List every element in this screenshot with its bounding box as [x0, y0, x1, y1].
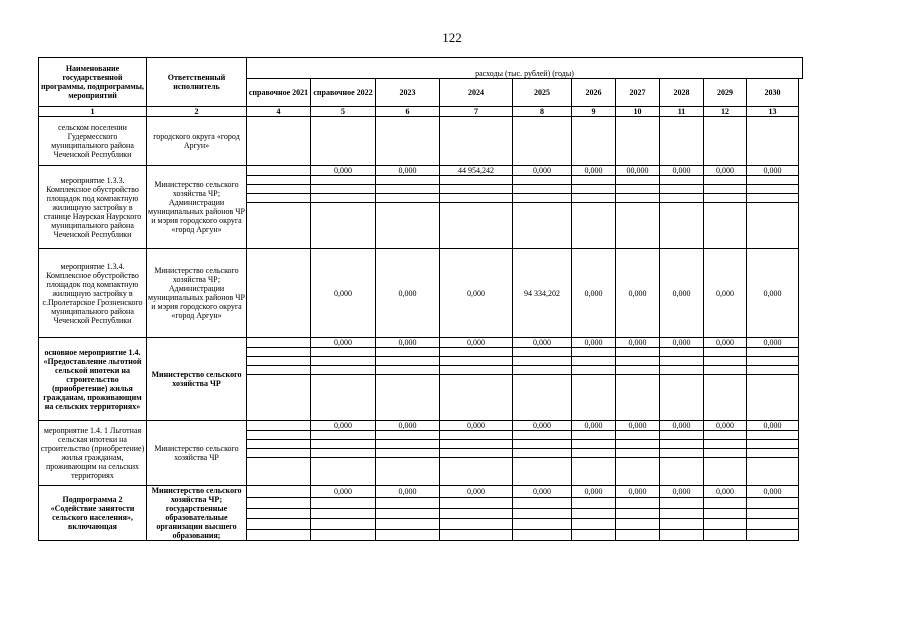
table-row	[39, 421, 803, 431]
value-cell	[247, 338, 311, 348]
value-cell: 0,000	[513, 486, 572, 498]
value-cell: 0,000	[311, 338, 376, 348]
value-cell: 0,000	[616, 338, 660, 348]
col-num: 12	[704, 107, 747, 117]
value-cell: 0,000	[440, 249, 513, 338]
value-cell: 0,000	[572, 486, 616, 498]
header-year: 2027	[616, 79, 660, 107]
col-num: 1	[39, 107, 147, 117]
col-num: 7	[440, 107, 513, 117]
value-cell: 00,000	[616, 166, 660, 176]
col-num: 6	[376, 107, 440, 117]
value-cell: 0,000	[704, 249, 747, 338]
value-cell	[247, 421, 311, 431]
value-cell: 0,000	[572, 338, 616, 348]
header-year: 2028	[660, 79, 704, 107]
value-cell: 0,000	[311, 421, 376, 431]
col-num: 11	[660, 107, 704, 117]
table-row	[39, 249, 803, 338]
value-cell: 0,000	[513, 338, 572, 348]
row-name: Подпрограмма 2 «Содействие занятости сельского населения», включающая	[39, 486, 147, 541]
value-cell: 44 954,242	[440, 166, 513, 176]
row-name: мероприятие 1.4. 1 Льготная сельская ипотеки на строительство (приобретение) жилья гражданам, проживающим на сельских территориях	[39, 421, 147, 486]
header-executor: Ответственный исполнитель	[147, 58, 247, 107]
col-num: 2	[147, 107, 247, 117]
value-cell: 0,000	[376, 249, 440, 338]
table-row	[39, 166, 803, 176]
value-cell: 0,000	[747, 249, 799, 338]
value-cell: 0,000	[440, 421, 513, 431]
row-name: основное мероприятие 1.4. «Предоставление льготной сельской ипотеки на строительство (приобретение) жилья гражданам, проживающим на сельских территориях»	[39, 338, 147, 421]
value-cell: 0,000	[660, 338, 704, 348]
row-name: сельском поселении Гудермесского муниципального района Чеченской Республики	[39, 117, 147, 166]
value-cell: 0,000	[747, 486, 799, 498]
row-executor: Министерство сельского хозяйства ЧР; Администрации муниципальных районов ЧР и мэрия городского округа «город Аргун»	[147, 249, 247, 338]
value-cell: 0,000	[704, 338, 747, 348]
value-cell: 0,000	[440, 338, 513, 348]
value-cell: 0,000	[660, 249, 704, 338]
value-cell: 0,000	[704, 421, 747, 431]
value-cell: 0,000	[704, 166, 747, 176]
value-cell: 0,000	[616, 249, 660, 338]
value-cell: 0,000	[660, 421, 704, 431]
row-executor: Министерство сельского хозяйства ЧР; государственные образовательные организации высшего образования;	[147, 486, 247, 541]
value-cell: 0,000	[513, 166, 572, 176]
col-num: 4	[247, 107, 311, 117]
header-year: справочное 2022	[311, 79, 376, 107]
header-expenses: расходы (тыс. рублей) (годы)	[247, 58, 803, 79]
col-num: 10	[616, 107, 660, 117]
value-cell: 0,000	[747, 338, 799, 348]
header-year: 2029	[704, 79, 747, 107]
value-cell: 0,000	[572, 421, 616, 431]
value-cell: 0,000	[311, 166, 376, 176]
col-num: 13	[747, 107, 799, 117]
value-cell: 0,000	[376, 486, 440, 498]
row-name: мероприятие 1.3.3. Комплексное обустройство площадок под компактную жилищную застройку в станице Наурская Наурского муниципального района Чеченской Республики	[39, 166, 147, 249]
value-cell: 94 334,202	[513, 249, 572, 338]
header-year: 2023	[376, 79, 440, 107]
col-num: 9	[572, 107, 616, 117]
row-executor: Министерство сельского хозяйства ЧР	[147, 421, 247, 486]
header-year: 2024	[440, 79, 513, 107]
table-row	[39, 117, 803, 166]
header-year: справочное 2021	[247, 79, 311, 107]
value-cell: 0,000	[747, 166, 799, 176]
col-num: 5	[311, 107, 376, 117]
table-row	[39, 338, 803, 348]
value-cell: 0,000	[660, 486, 704, 498]
row-executor: Министерство сельского хозяйства ЧР; Администрации муниципальных районов ЧР и мэрия городского округа «город Аргун»	[147, 166, 247, 249]
value-cell	[247, 486, 311, 498]
col-num: 8	[513, 107, 572, 117]
value-cell: 0,000	[513, 421, 572, 431]
value-cell: 0,000	[616, 486, 660, 498]
header-year: 2025	[513, 79, 572, 107]
value-cell: 0,000	[704, 486, 747, 498]
header-year: 2030	[747, 79, 799, 107]
value-cell: 0,000	[616, 421, 660, 431]
page-number: 122	[442, 30, 462, 45]
value-cell: 0,000	[376, 166, 440, 176]
value-cell: 0,000	[311, 249, 376, 338]
value-cell: 0,000	[440, 486, 513, 498]
row-executor: Министерство сельского хозяйства ЧР	[147, 338, 247, 421]
value-cell	[247, 166, 311, 176]
row-name: мероприятие 1.3.4. Комплексное обустройство площадок под компактную жилищную застройку в с.Пролетарское Грозненского муниципального района Чеченской Республики	[39, 249, 147, 338]
value-cell: 0,000	[572, 166, 616, 176]
row-executor: городского округа «город Аргун»	[147, 117, 247, 166]
value-cell: 0,000	[376, 338, 440, 348]
value-cell	[247, 249, 311, 338]
value-cell: 0,000	[376, 421, 440, 431]
value-cell: 0,000	[311, 486, 376, 498]
header-year: 2026	[572, 79, 616, 107]
budget-table	[38, 57, 803, 541]
header-name: Наименование государственной программы, подпрограммы, мероприятий	[39, 58, 147, 107]
value-cell: 0,000	[747, 421, 799, 431]
value-cell: 0,000	[660, 166, 704, 176]
table-row	[39, 486, 803, 498]
value-cell: 0,000	[572, 249, 616, 338]
